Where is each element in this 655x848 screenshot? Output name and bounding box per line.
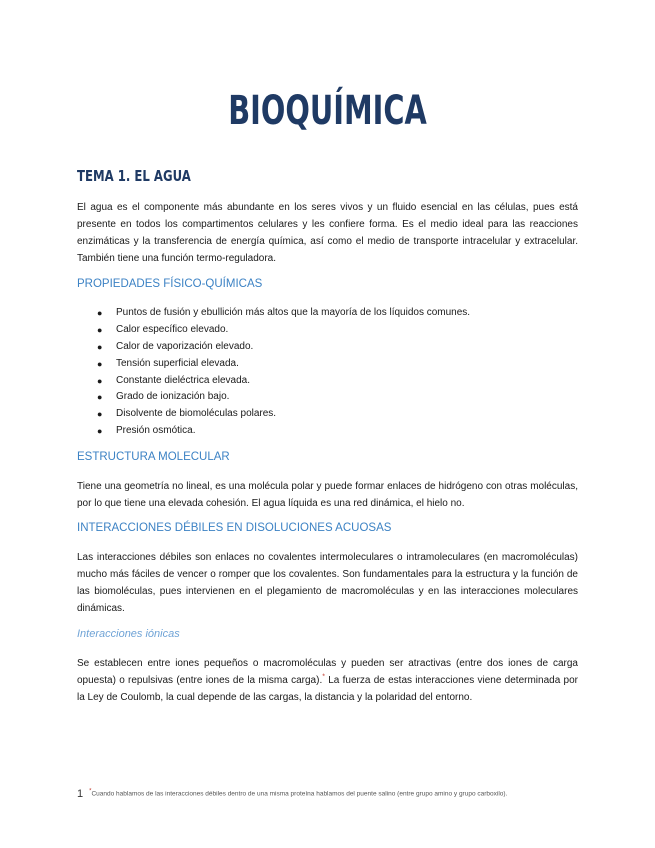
list-item: ● Calor específico elevado.: [77, 322, 578, 339]
bullet-icon: ●: [97, 392, 103, 403]
footnote-marker: *: [89, 788, 92, 795]
footnote: [77, 788, 507, 800]
document-title: BIOQUÍMICA: [228, 88, 427, 134]
list-item: ● Grado de ionización bajo.: [77, 389, 578, 406]
properties-heading: PROPIEDADES FÍSICO-QUÍMICAS: [77, 278, 263, 290]
bullet-icon: ●: [97, 358, 103, 369]
bullet-icon: ●: [97, 375, 103, 386]
bullet-icon: ●: [97, 341, 103, 352]
intro-paragraph: El agua es el componente más abundante en los seres vivos y un fluido esencial en las células, pues está presente en todos los compartimentos celulares y les confiere forma. Es el medio ideal para las reacciones enzimáticas y la transferencia de energía química, así como el medio de transporte intracelular y extracelular. También tiene una función termo-reguladora.: [77, 202, 578, 264]
interactions-paragraph: Las interacciones débiles son enlaces no covalentes intermoleculares o intramoleculares (en macromoléculas) mucho más fáciles de vencer o romper que los covalentes. Son fundamentales para la estructura y la función de las biomoléculas, pues intervienen en el plegamiento de macromoléculas y en las interacciones moleculares dinámicas.: [77, 552, 578, 614]
bullet-icon: ●: [97, 409, 103, 420]
list-item: ● Puntos de fusión y ebullición más altos que la mayoría de los líquidos comunes.: [77, 305, 578, 322]
structure-paragraph: Tiene una geometría no lineal, es una molécula polar y puede formar enlaces de hidrógeno con otras moléculas, por lo que tiene una elevada cohesión. El agua líquida es una red dinámica, el hielo no.: [77, 481, 578, 509]
list-item: ● Calor de vaporización elevado.: [77, 339, 578, 356]
list-item: ● Presión osmótica.: [77, 423, 578, 440]
properties-list: [77, 305, 578, 440]
list-item: ● Constante dieléctrica elevada.: [77, 373, 578, 390]
footnote-reference[interactable]: *: [322, 673, 325, 681]
interactions-heading: INTERACCIONES DÉBILES EN DISOLUCIONES ACUOSAS: [77, 522, 392, 534]
structure-heading: ESTRUCTURA MOLECULAR: [77, 451, 230, 463]
list-item: ● Tensión superficial elevada.: [77, 356, 578, 373]
topic-heading: TEMA 1. EL AGUA: [77, 167, 191, 185]
bullet-icon: ●: [97, 324, 103, 335]
footnote-text: Cuando hablamos de las interacciones débiles dentro de una misma proteína hablamos del puente salino (entre grupo amino y grupo carboxilo).: [91, 790, 508, 798]
page-number: 1: [77, 788, 84, 800]
list-item: ● Disolvente de biomoléculas polares.: [77, 406, 578, 423]
ionic-paragraph: Se establecen entre iones pequeños o macromoléculas y pueden ser atractivas (entre dos iones de carga opuesta) o repulsivas (entre iones de la misma carga).* La fuerza de estas interacciones viene determinada por la Ley de Coulomb, la cual depende de las cargas, la distancia y la polaridad del entorno.: [77, 658, 578, 703]
ionic-heading: Interacciones iónicas: [77, 628, 180, 640]
bullet-icon: ●: [97, 308, 103, 318]
bullet-icon: ●: [97, 426, 103, 437]
